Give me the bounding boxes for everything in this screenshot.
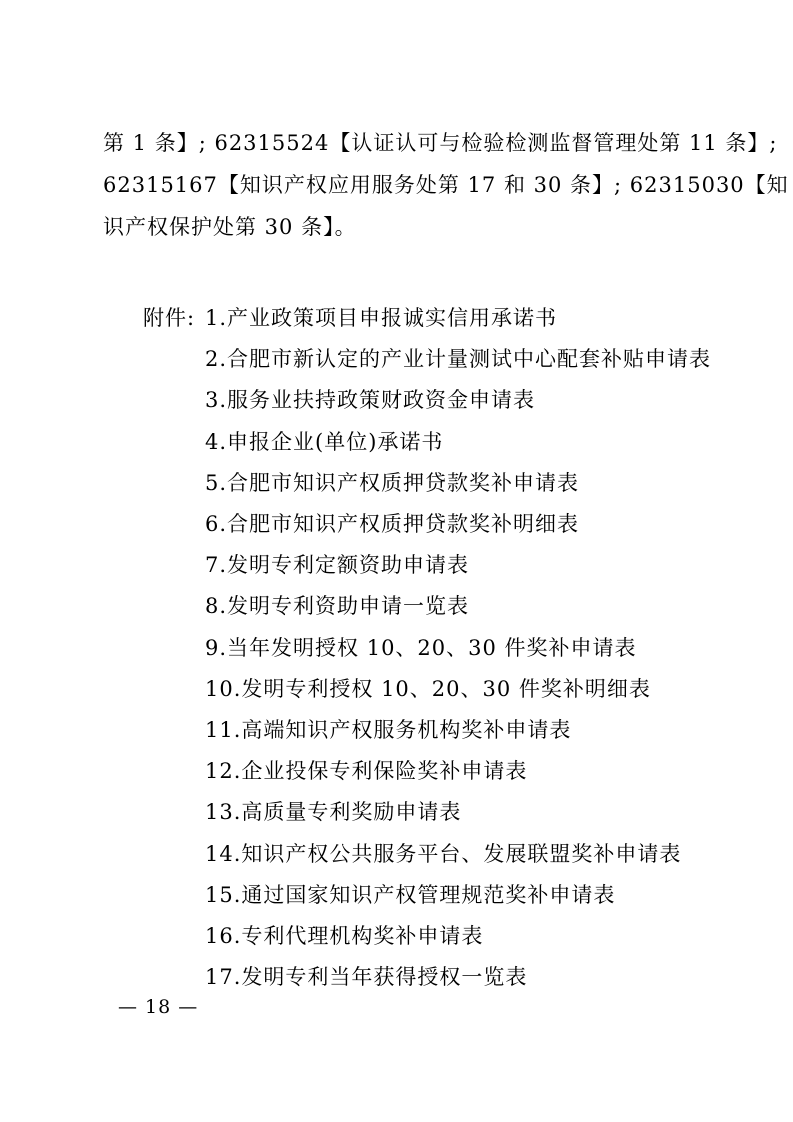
attachment-row <box>143 380 743 421</box>
attachment-row <box>143 792 743 833</box>
page-number: — 18 — <box>118 996 199 1018</box>
attachment-item: 7.发明专利定额资助申请表 <box>205 553 470 578</box>
attachment-item: 6.合肥市知识产权质押贷款奖补明细表 <box>205 512 580 537</box>
attachments-label: 附件: <box>143 306 196 330</box>
attachment-item: 11.高端知识产权服务机构奖补申请表 <box>205 718 572 743</box>
attachment-item: 8.发明专利资助申请一览表 <box>205 594 470 619</box>
attachment-row <box>143 628 743 669</box>
attachment-item: 17.发明专利当年获得授权一览表 <box>205 965 528 990</box>
attachment-row <box>143 751 743 792</box>
attachment-item: 3.服务业扶持政策财政资金申请表 <box>205 388 536 413</box>
attachment-item: 15.通过国家知识产权管理规范奖补申请表 <box>205 882 616 907</box>
attachment-row <box>143 298 743 339</box>
attachment-row <box>143 710 743 751</box>
attachment-item: 4.申报企业(单位)承诺书 <box>205 429 444 454</box>
attachment-row <box>143 339 743 380</box>
attachment-row <box>143 463 743 504</box>
attachment-row <box>143 586 743 627</box>
paragraph-line: 62315167【知识产权应用服务处第 17 和 30 条】; 62315030【知 <box>103 173 789 197</box>
attachment-item: 16.专利代理机构奖补申请表 <box>205 924 484 949</box>
attachment-item: 10.发明专利授权 10、20、30 件奖补明细表 <box>205 676 651 701</box>
attachment-item: 14.知识产权公共服务平台、发展联盟奖补申请表 <box>205 841 682 866</box>
paragraph-line: 识产权保护处第 30 条】。 <box>103 215 357 239</box>
attachment-item: 9.当年发明授权 10、20、30 件奖补申请表 <box>205 635 637 660</box>
attachment-row <box>143 957 743 998</box>
attachments-list <box>143 298 743 998</box>
attachment-row <box>143 875 743 916</box>
attachment-row <box>143 422 743 463</box>
attachment-row <box>143 834 743 875</box>
attachment-row <box>143 504 743 545</box>
attachment-item: 12.企业投保专利保险奖补申请表 <box>205 759 528 784</box>
attachment-row <box>143 916 743 957</box>
attachment-row <box>143 545 743 586</box>
attachment-item: 2.合肥市新认定的产业计量测试中心配套补贴申请表 <box>205 347 712 372</box>
attachment-item: 1.产业政策项目申报诚实信用承诺书 <box>205 306 558 330</box>
attachment-row <box>143 669 743 710</box>
contact-paragraph <box>103 122 789 248</box>
attachment-item: 5.合肥市知识产权质押贷款奖补申请表 <box>205 470 580 495</box>
attachment-item: 13.高质量专利奖励申请表 <box>205 800 462 825</box>
paragraph-line: 第 1 条】; 62315524【认证认可与检验检测监督管理处第 11 条】; <box>103 131 778 155</box>
